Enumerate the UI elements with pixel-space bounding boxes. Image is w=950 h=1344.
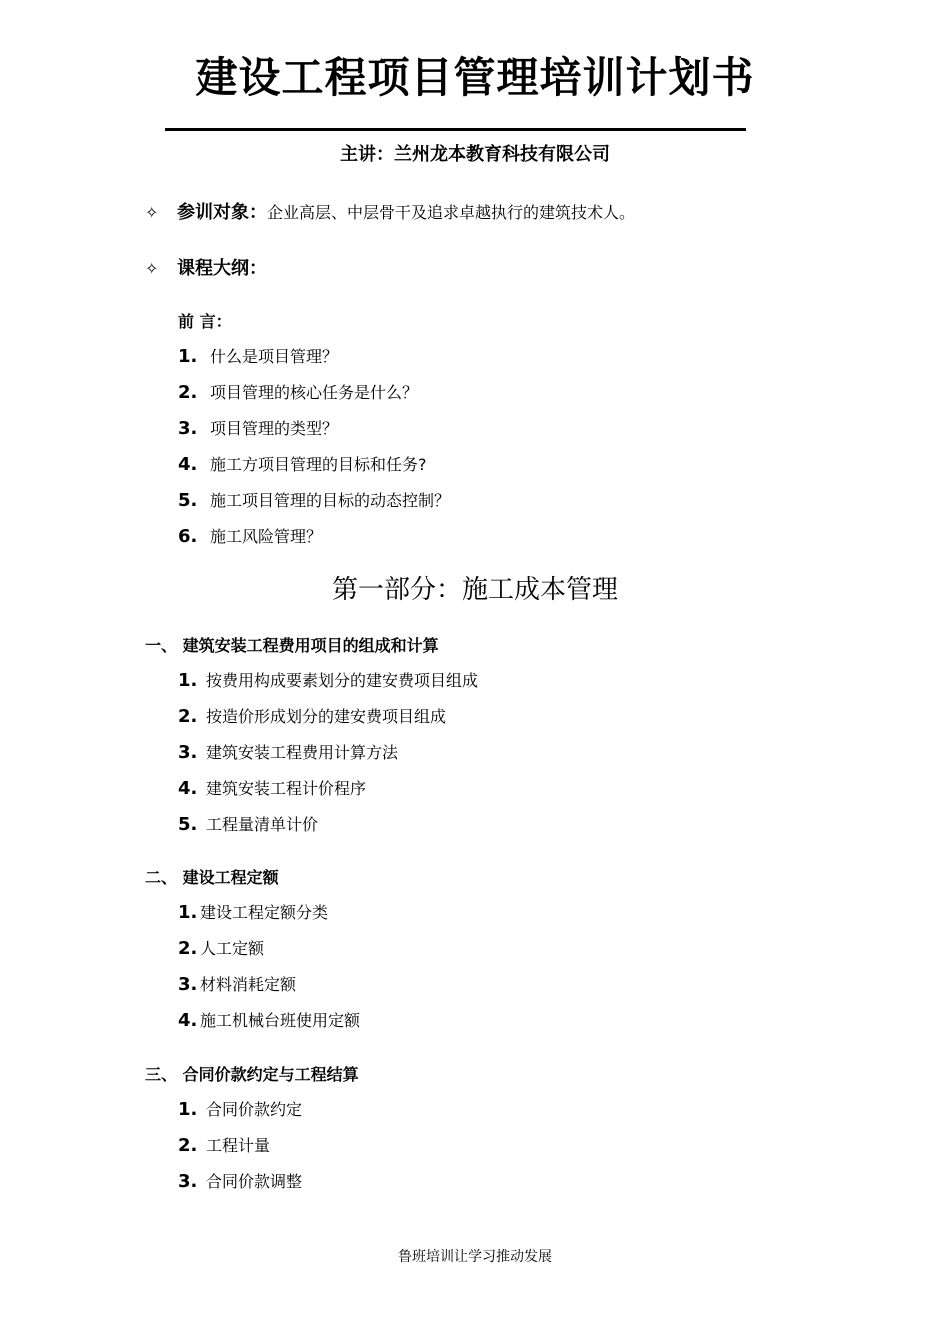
list-text: 建筑安装工程计价程序 <box>206 779 367 798</box>
list-text: 工程计量 <box>206 1136 271 1155</box>
list-text: 按造价形成划分的建安费项目组成 <box>206 707 447 726</box>
list-text: 施工方项目管理的目标和任务? <box>210 455 427 474</box>
diamond-bullet-icon: ✧ <box>145 259 159 278</box>
title-divider <box>165 128 746 131</box>
list-item <box>178 1170 302 1194</box>
list-number: 2. <box>178 706 198 727</box>
page-footer: 鲁班培训让学习推动发展 <box>398 1249 552 1265</box>
presenter-line: 主讲：兰州龙本教育科技有限公司 <box>340 144 610 165</box>
list-number: 3. <box>178 418 198 439</box>
list-item <box>178 345 338 369</box>
list-text: 合同价款约定 <box>206 1100 303 1119</box>
audience-row <box>145 200 635 226</box>
list-item <box>178 973 296 997</box>
audience-text: 企业高层、中层骨干及追求卓越执行的建筑技术人。 <box>267 203 636 222</box>
list-text: 项目管理的核心任务是什么？ <box>210 383 419 402</box>
list-number: 5. <box>178 490 198 511</box>
list-item <box>178 937 264 961</box>
outline-row <box>145 256 267 282</box>
list-number: 4. <box>178 1010 198 1031</box>
list-number: 4. <box>178 454 198 475</box>
list-number: 5. <box>178 814 198 835</box>
list-number: 1. <box>178 902 198 923</box>
list-text: 建筑安装工程费用计算方法 <box>206 743 399 762</box>
list-text: 建设工程定额分类 <box>200 903 329 922</box>
section-title: 三、 合同价款约定与工程结算 <box>145 1065 359 1084</box>
list-number: 4. <box>178 778 198 799</box>
diamond-bullet-icon: ✧ <box>145 203 159 222</box>
list-item <box>178 901 328 925</box>
list-text: 合同价款调整 <box>206 1172 303 1191</box>
list-item <box>178 381 418 405</box>
list-item <box>178 525 322 549</box>
list-text: 施工机械台班使用定额 <box>200 1011 361 1030</box>
list-text: 施工风险管理？ <box>210 527 323 546</box>
list-text: 工程量清单计价 <box>206 815 319 834</box>
list-item <box>178 489 450 513</box>
list-item <box>178 813 318 837</box>
list-text: 按费用构成要素划分的建安费项目组成 <box>206 671 479 690</box>
section-title: 二、 建设工程定额 <box>145 868 279 887</box>
list-text: 施工项目管理的目标的动态控制？ <box>210 491 451 510</box>
list-number: 2. <box>178 1135 198 1156</box>
list-number: 2. <box>178 938 198 959</box>
audience-label: 参训对象： <box>177 202 267 223</box>
part-title: 第一部分：施工成本管理 <box>331 575 618 605</box>
list-text: 什么是项目管理？ <box>210 347 339 366</box>
list-number: 3. <box>178 742 198 763</box>
list-number: 1. <box>178 1099 198 1120</box>
document-title: 建设工程项目管理培训计划书 <box>195 53 755 102</box>
list-item <box>178 1009 360 1033</box>
list-text: 人工定额 <box>200 939 265 958</box>
list-number: 3. <box>178 974 198 995</box>
list-text: 材料消耗定额 <box>200 975 297 994</box>
list-text: 项目管理的类型？ <box>210 419 339 438</box>
list-number: 3. <box>178 1171 198 1192</box>
list-number: 2. <box>178 382 198 403</box>
section-title: 一、 建筑安装工程费用项目的组成和计算 <box>145 636 439 655</box>
outline-label: 课程大纲： <box>177 258 267 279</box>
list-item <box>178 1134 270 1158</box>
preface-label: 前 言： <box>178 312 232 331</box>
list-item <box>178 669 478 693</box>
list-item <box>178 417 338 441</box>
list-item <box>178 741 398 765</box>
list-item <box>178 1098 302 1122</box>
list-number: 1. <box>178 670 198 691</box>
list-item <box>178 453 427 477</box>
list-item <box>178 705 446 729</box>
list-item <box>178 777 366 801</box>
list-number: 1. <box>178 346 198 367</box>
list-number: 6. <box>178 526 198 547</box>
